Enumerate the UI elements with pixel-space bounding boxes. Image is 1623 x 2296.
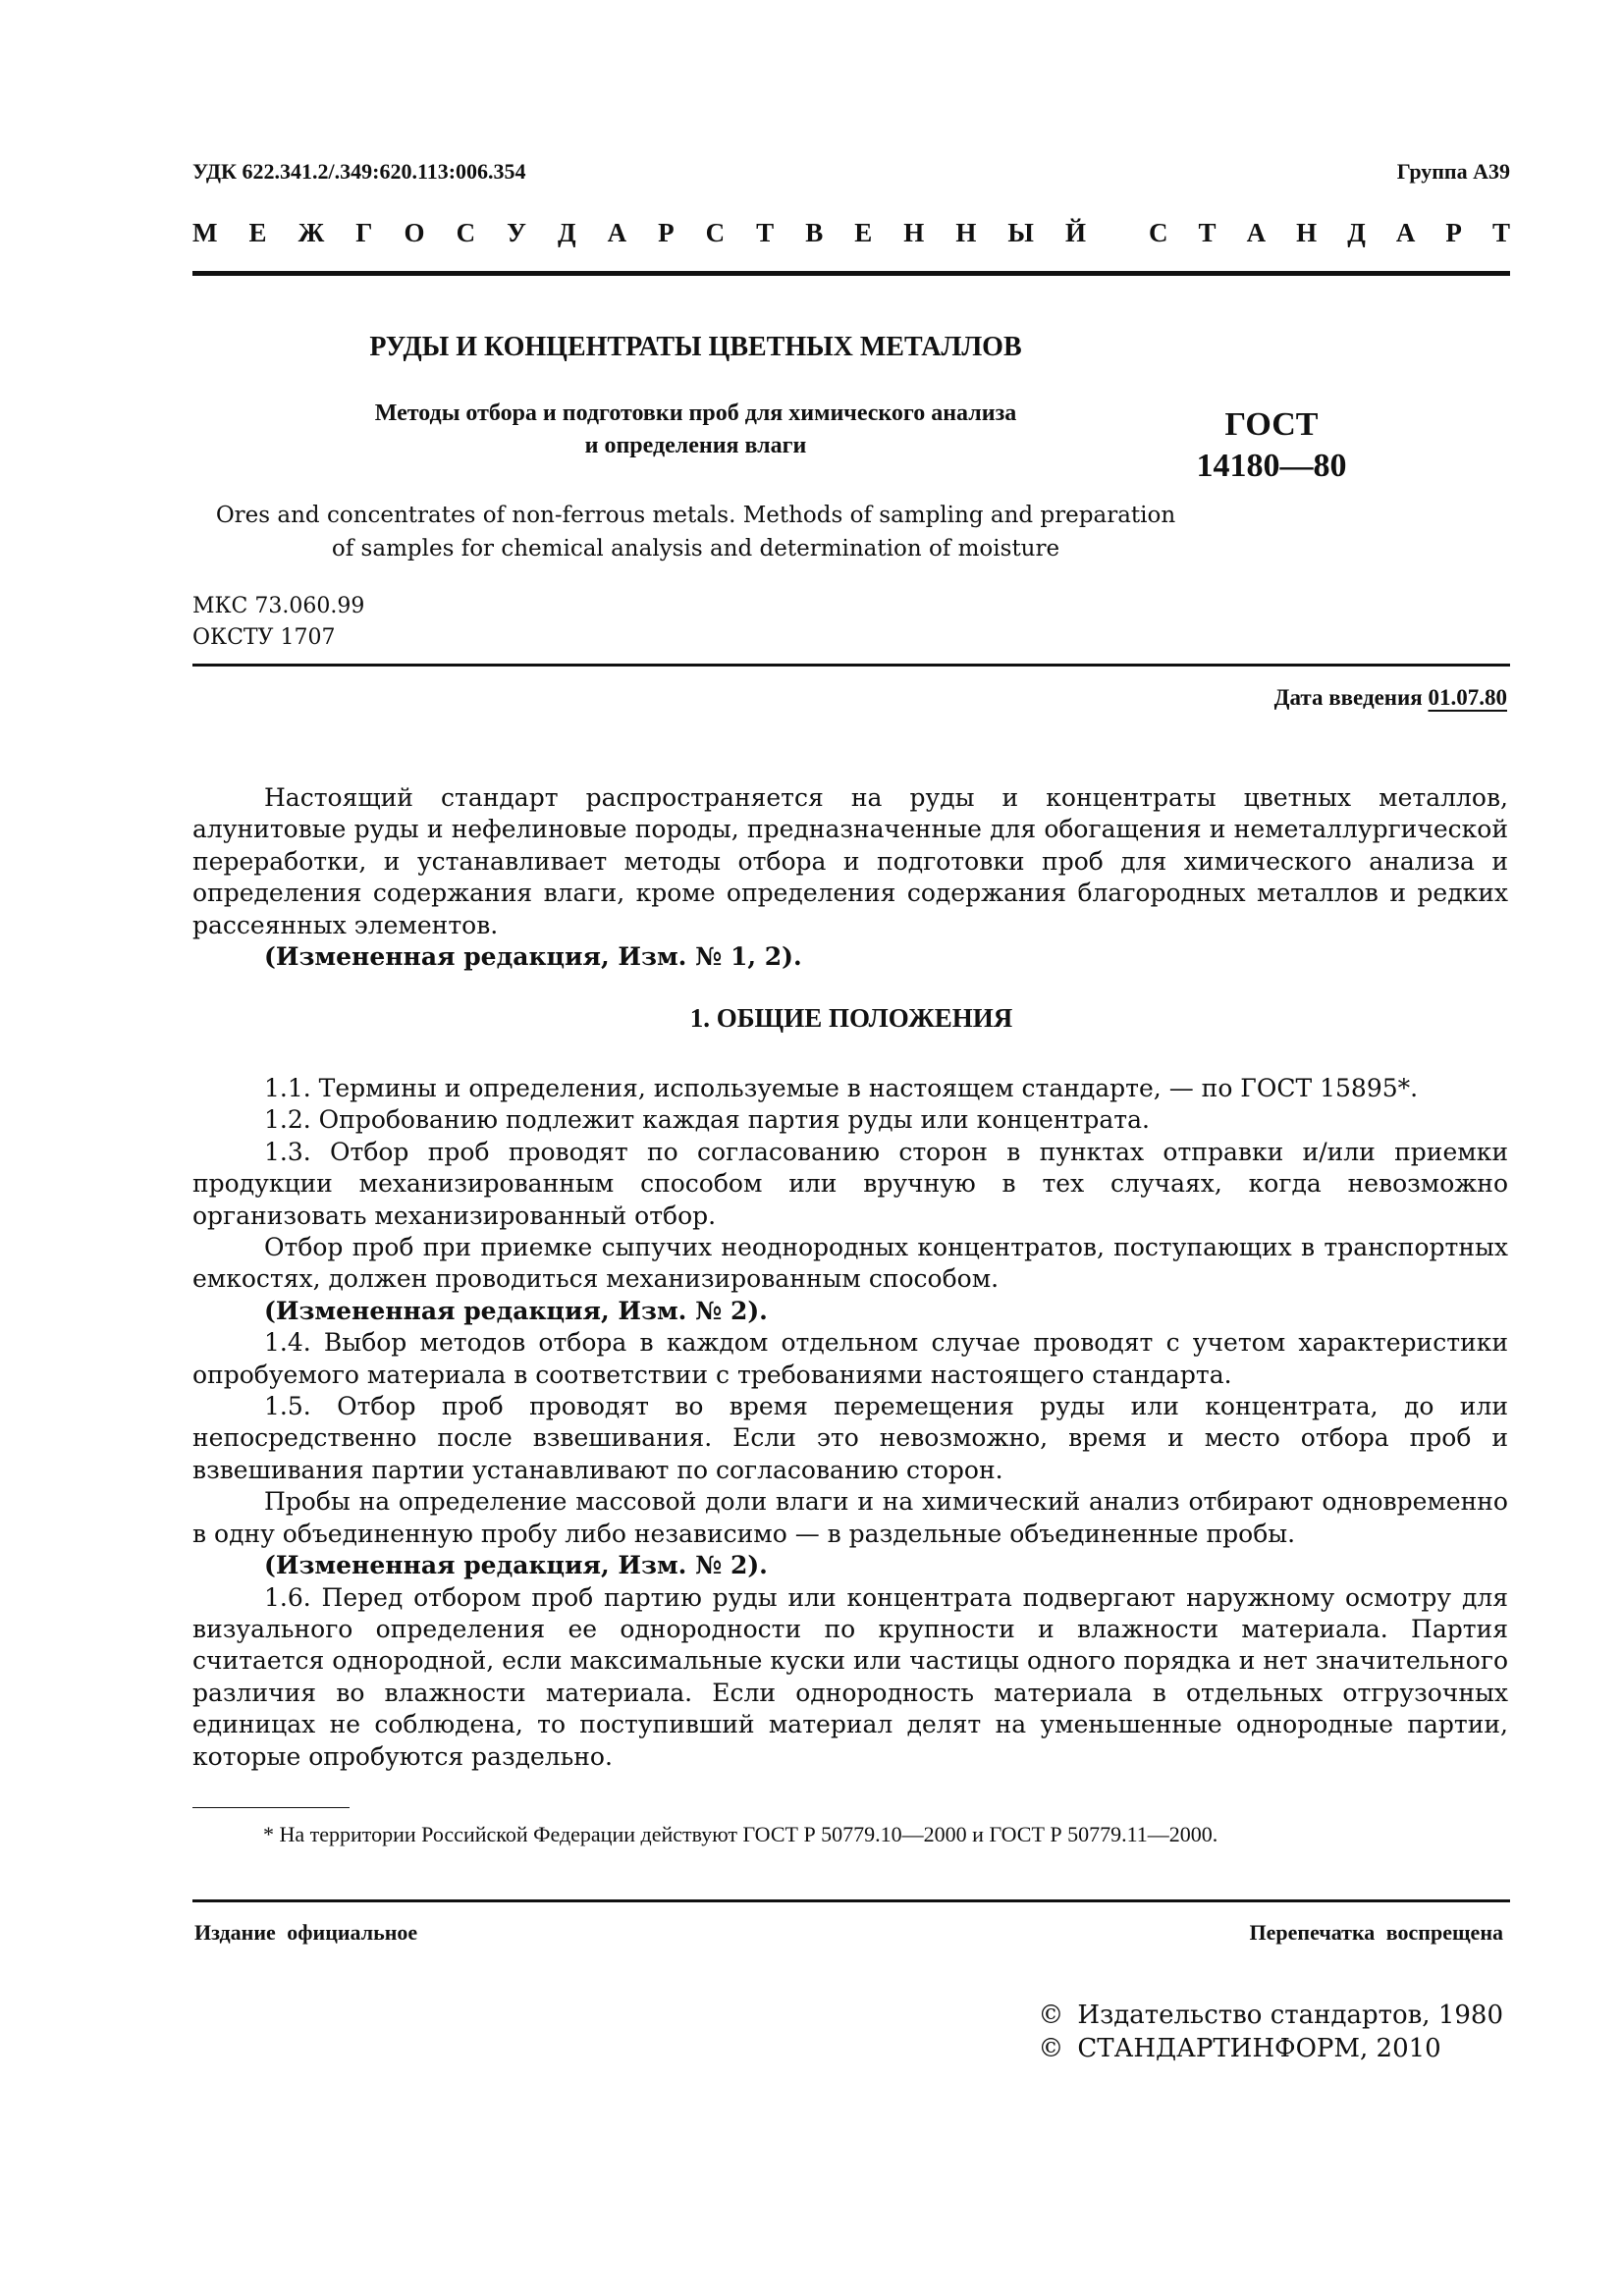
heading-letter: Н	[903, 218, 925, 247]
heading-letter: Т	[1198, 218, 1217, 247]
header-rule	[192, 271, 1510, 276]
reprint-notice: Перепечатка воспрещена	[1249, 1920, 1503, 1945]
gost-designation	[1149, 404, 1394, 487]
heading-letter: Е	[248, 218, 267, 247]
clause-1-2: 1.2. Опробованию подлежит каждая партия руды или концентрата.	[264, 1105, 1150, 1135]
copyright-line	[1038, 2032, 1503, 2065]
introduction-date-value: 01.07.80	[1428, 685, 1507, 710]
heading-letter: Е	[854, 218, 873, 247]
heading-letter: Т	[1491, 218, 1510, 247]
heading-letter: С	[456, 218, 476, 247]
english-title	[192, 499, 1199, 565]
heading-letter: А	[1395, 218, 1416, 247]
amendment-note: (Измененная редакция, Изм. № 2).	[264, 1296, 768, 1325]
heading-letter: А	[1246, 218, 1267, 247]
copyright-text: Издательство стандартов, 1980	[1077, 2001, 1503, 2030]
clause-1-5: 1.5. Отбор проб проводят во время перемещения руды или концентрата, до или непосредственно после взвешивания. Если это невозможно, время и место отбора проб и взвешивания партии устанавливают по согласованию сторон.	[192, 1392, 1508, 1484]
footnote: * На территории Российской Федерации действуют ГОСТ Р 50779.10—2000 и ГОСТ Р 50779.11—2000.	[263, 1822, 1218, 1846]
clause-1-5-continued: Пробы на определение массовой доли влаги и на химический анализ отбирают одновременно в одну объединенную пробу либо независимо — в раздельные объединенные пробы.	[192, 1487, 1508, 1548]
intro-section	[192, 782, 1508, 973]
heading-letter: Р	[658, 218, 675, 247]
heading-letter: Н	[1296, 218, 1318, 247]
standard-word	[1149, 218, 1510, 248]
title-rule	[192, 664, 1510, 667]
heading-letter: Т	[756, 218, 775, 247]
document-subtitle	[192, 398, 1199, 462]
heading-letter: Д	[557, 218, 576, 247]
heading-letter: В	[805, 218, 824, 247]
amendment-note: (Измененная редакция, Изм. № 2).	[264, 1551, 768, 1580]
gost-label: ГОСТ	[1224, 406, 1319, 443]
heading-letter: Й	[1064, 218, 1086, 247]
clause-1-6: 1.6. Перед отбором проб партию руды или концентрата подвергают наружному осмотру для визуального определения ее однородности по крупности и влажности материала. Партия считается однородной, если максимальные куски или частицы одного порядка и нет значительного различия во влажности материала. Если однородность материала в отдельных отгрузочных единицах не соблюдена, то поступивший материал делят на уменьшенные однородные партии, которые опробуются раздельно.	[192, 1582, 1508, 1771]
clause-1-1: 1.1. Термины и определения, используемые в настоящем стандарте, — по ГОСТ 15895*.	[264, 1074, 1419, 1102]
document-title: РУДЫ И КОНЦЕНТРАТЫ ЦВЕТНЫХ МЕТАЛЛОВ	[369, 332, 1022, 362]
english-title-line: of samples for chemical analysis and determination of moisture	[331, 536, 1060, 561]
copyright-text: СТАНДАРТИНФОРМ, 2010	[1077, 2034, 1441, 2063]
introduction-date	[1274, 685, 1507, 711]
subtitle-line: и определения влаги	[584, 433, 807, 458]
heading-letter: А	[607, 218, 627, 247]
heading-letter: Г	[355, 218, 373, 247]
copyright-icon: ©	[1038, 2034, 1064, 2063]
section-title: 1. ОБЩИЕ ПОЛОЖЕНИЯ	[689, 1003, 1013, 1033]
interstate-word	[192, 218, 1086, 248]
copyright-block	[1038, 1999, 1503, 2065]
classification-codes	[192, 591, 364, 654]
heading-letter: У	[507, 218, 526, 247]
english-title-line: Ores and concentrates of non-ferrous metals. Methods of sampling and preparation	[215, 503, 1176, 528]
gost-number: 14180—80	[1196, 448, 1347, 484]
clause-1-4: 1.4. Выбор методов отбора в каждом отдельном случае проводят с учетом характеристики опробуемого материала в соответствии с требованиями настоящего стандарта.	[192, 1328, 1508, 1389]
footer-rule	[192, 1899, 1510, 1902]
footnote-separator	[192, 1807, 350, 1808]
clause-1-3-continued: Отбор проб при приемке сыпучих неоднородных концентратов, поступающих в транспортных емкостях, должен проводиться механизированным способом.	[192, 1233, 1508, 1294]
section-body	[192, 1073, 1508, 1773]
copyright-line	[1038, 1999, 1503, 2032]
group-code: Группа А39	[1396, 159, 1510, 184]
mks-code: МКС 73.060.99	[192, 594, 365, 618]
heading-letter: М	[192, 218, 218, 247]
subtitle-line: Методы отбора и подготовки проб для химического анализа	[374, 400, 1017, 426]
okstu-code: ОКСТУ 1707	[192, 625, 336, 650]
amendment-note: (Измененная редакция, Изм. № 1, 2).	[264, 942, 802, 972]
heading-letter: С	[705, 218, 726, 247]
heading-letter: Н	[955, 218, 977, 247]
heading-letter: О	[404, 218, 425, 247]
interstate-standard-heading	[192, 218, 1510, 248]
heading-letter: Ы	[1007, 218, 1034, 247]
intro-paragraph: Настоящий стандарт распространяется на руды и концентраты цветных металлов, алунитовые руды и нефелиновые породы, предназначенные для обогащения и неметаллургической переработки, и устанавливает методы отбора и подготовки проб для химического анализа и определения содержания влаги, кроме определения содержания благородных металлов и редких рассеянных элементов.	[192, 783, 1508, 939]
edition-label: Издание официальное	[194, 1920, 418, 1945]
introduction-date-label: Дата введения	[1273, 685, 1423, 710]
heading-letter: С	[1149, 218, 1168, 247]
udk-code: УДК 622.341.2/.349:620.113:006.354	[192, 159, 526, 184]
heading-letter: Ж	[298, 218, 325, 247]
heading-letter: Р	[1445, 218, 1462, 247]
heading-letter: Д	[1347, 218, 1366, 247]
copyright-icon: ©	[1038, 2001, 1064, 2030]
clause-1-3: 1.3. Отбор проб проводят по согласованию сторон в пунктах отправки и/или приемки продукции механизированным способом или вручную в тех случаях, когда невозможно организовать механизированный отбор.	[192, 1137, 1508, 1230]
